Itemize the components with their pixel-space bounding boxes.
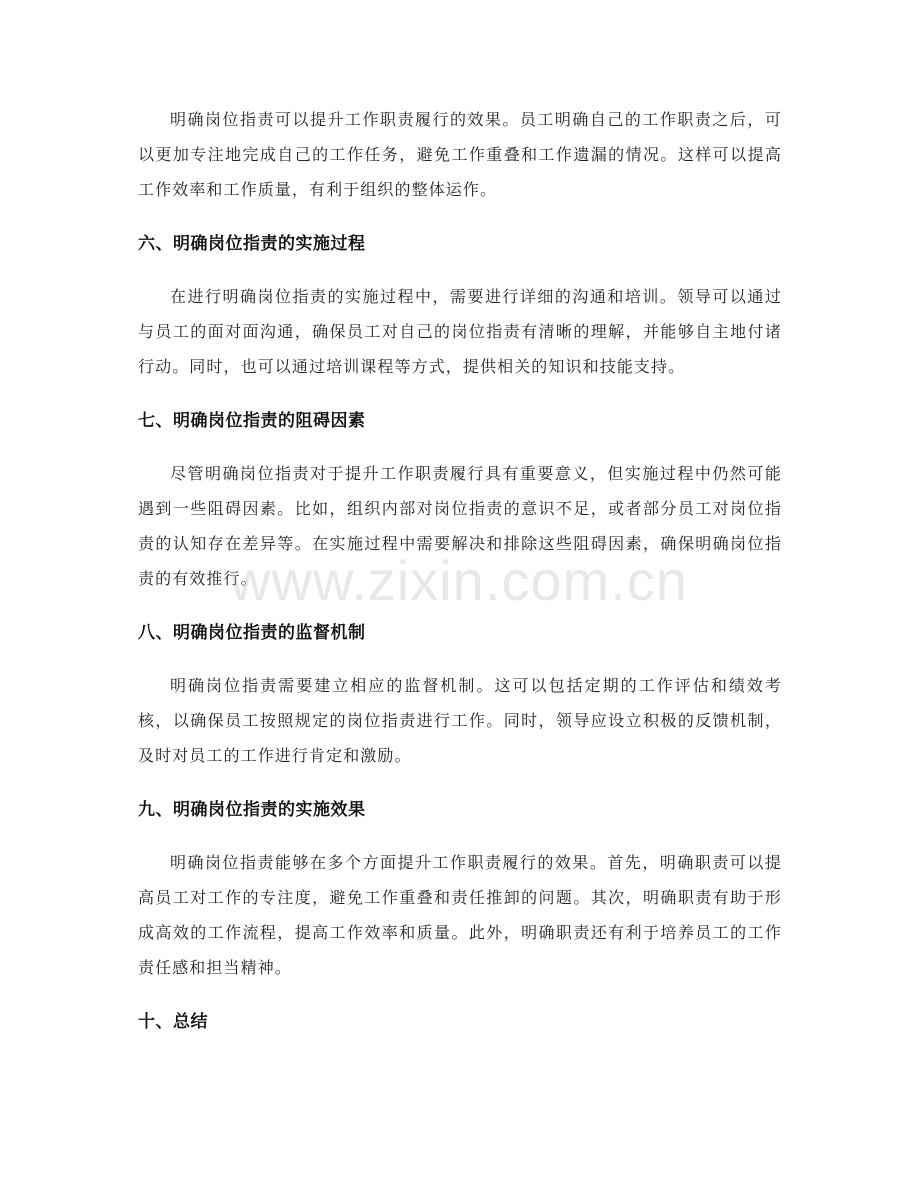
intro-paragraph: 明确岗位指责可以提升工作职责履行的效果。员工明确自己的工作职责之后，可以更加专注地完成自己的工作任务，避免工作重叠和工作遗漏的情况。这样可以提高工作效率和工作质量，有利于组织的整体运作。 (138, 110, 782, 199)
watermark: www.zixin.com.cn (230, 549, 688, 612)
section-heading-7: 七、明确岗位指责的阻碍因素 (138, 411, 366, 431)
document-body (138, 102, 782, 1057)
section-heading-10: 十、总结 (138, 1012, 208, 1032)
section-paragraph-8: 明确岗位指责需要建立相应的监督机制。这可以包括定期的工作评估和绩效考核，以确保员工按照规定的岗位指责进行工作。同时，领导应设立积极的反馈机制，及时对员工的工作进行肯定和激励。 (138, 676, 782, 765)
section-heading-8: 八、明确岗位指责的监督机制 (138, 623, 366, 643)
section-paragraph-7: 尽管明确岗位指责对于提升工作职责履行具有重要意义，但实施过程中仍然可能遇到一些阻碍因素。比如，组织内部对岗位指责的意识不足，或者部分员工对岗位指责的认知存在差异等。在实施过程中需要解决和排除这些阻碍因素，确保明确岗位指责的有效推行。 (138, 464, 782, 588)
section-paragraph-9: 明确岗位指责能够在多个方面提升工作职责履行的效果。首先，明确职责可以提高员工对工作的专注度，避免工作重叠和责任推卸的问题。其次，明确职责有助于形成高效的工作流程，提高工作效率和质量。此外，明确职责还有利于培养员工的工作责任感和担当精神。 (138, 853, 782, 977)
section-heading-9: 九、明确岗位指责的实施效果 (138, 800, 366, 820)
section-heading-6: 六、明确岗位指责的实施过程 (138, 234, 366, 254)
section-paragraph-6: 在进行明确岗位指责的实施过程中，需要进行详细的沟通和培训。领导可以通过与员工的面对面沟通，确保员工对自己的岗位指责有清晰的理解，并能够自主地付诸行动。同时，也可以通过培训课程等方式，提供相关的知识和技能支持。 (138, 287, 782, 376)
